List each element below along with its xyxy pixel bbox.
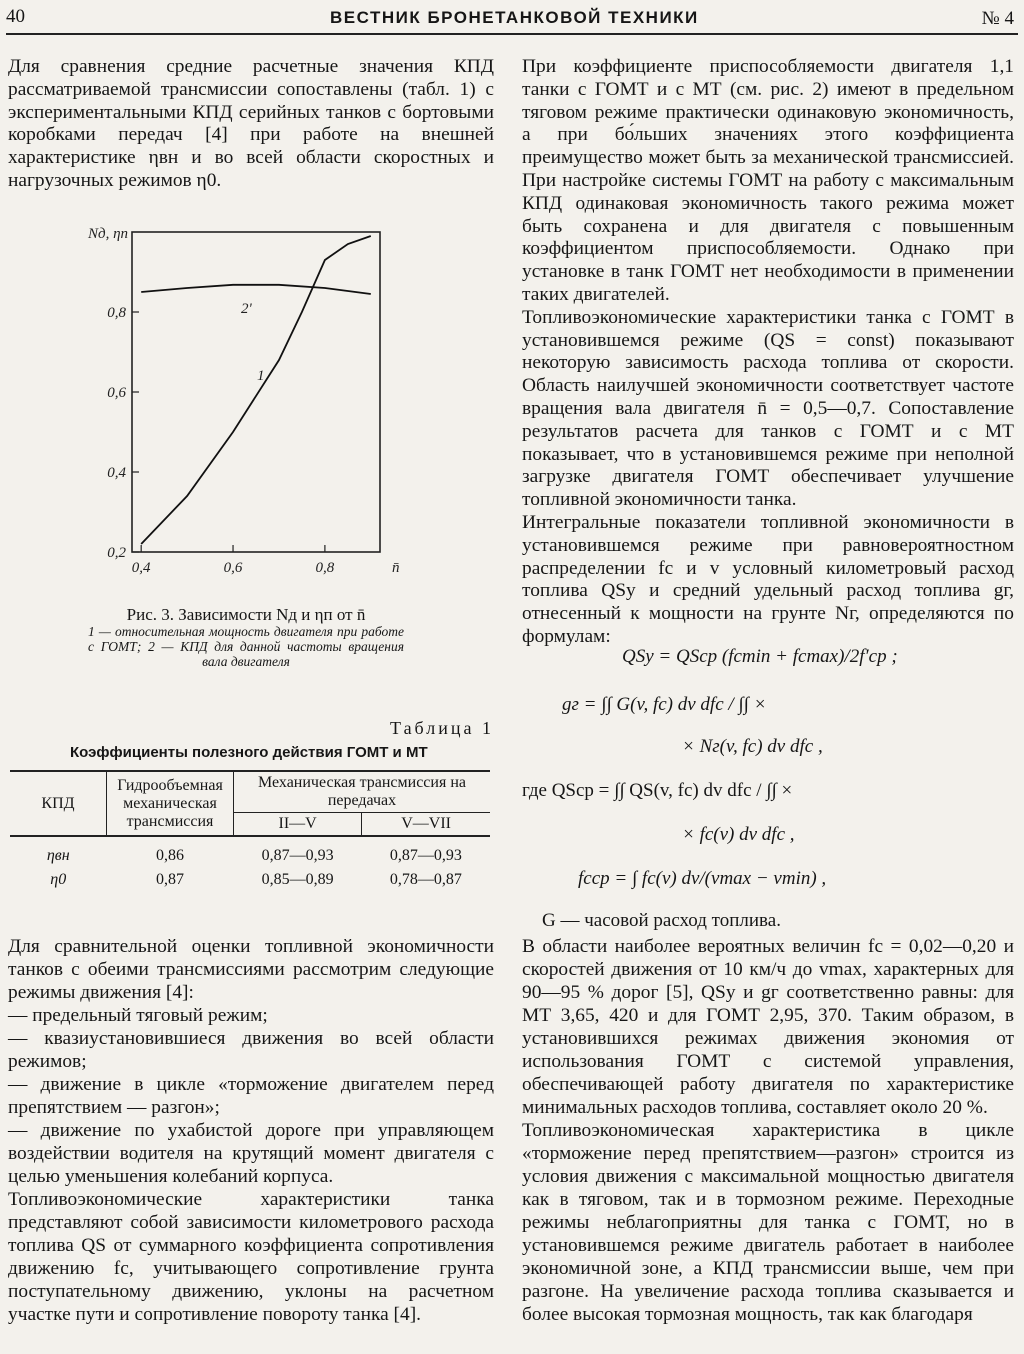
formula-g-definition: G — часовой расход топлива. xyxy=(542,910,781,931)
x-tick-label: 0,4 xyxy=(131,560,151,576)
table-cell: 0,87 xyxy=(156,871,184,888)
table-cell: 0,87—0,93 xyxy=(389,847,462,864)
series-label: 2' xyxy=(241,300,252,317)
formula-gg-cont: × Nг(v, fc) dv dfc , xyxy=(682,736,823,757)
left-column-top xyxy=(8,56,494,193)
list-item: — движение по ухабистой дороге при управляющем воздействии водителя на крутящий момент двигателя с целью уменьшения колебаний корпуса. xyxy=(8,1120,494,1187)
formula-fccp: fccp = ∫ fc(v) dv/(vmax − vmin) , xyxy=(578,868,827,889)
table-1 xyxy=(10,770,490,892)
series-line-2 xyxy=(141,285,371,294)
x-tick-label: 0,8 xyxy=(315,560,335,576)
running-header xyxy=(0,0,1024,34)
formula-qscp-cont: × fc(v) dv dfc , xyxy=(682,824,795,845)
series-label: 1 xyxy=(256,368,265,384)
table-header-gomt: Гидрообъемная механическая трансмиссия xyxy=(107,771,234,836)
table-cell: ηвн xyxy=(46,847,70,864)
list-item: — движение в цикле «торможение двигателем перед препятствием — разгон»; xyxy=(8,1074,494,1118)
table-header-mt-2-5: II—V xyxy=(234,813,362,837)
plot-frame xyxy=(132,232,380,552)
paragraph-modes-intro: Для сравнительной оценки топливной экономичности танков с обеими трансмиссиями рассмотрим следующие режимы движения [4]: xyxy=(8,936,494,1003)
left-column-bottom xyxy=(8,935,494,1326)
figure-3-chart xyxy=(70,196,430,586)
header-rule xyxy=(6,33,1018,35)
journal-title: ВЕСТНИК БРОНЕТАНКОВОЙ ТЕХНИКИ xyxy=(330,8,699,27)
figure-caption: Рис. 3. Зависимости Nд и ηп от n̄ xyxy=(126,605,366,624)
y-tick-label: 0,8 xyxy=(107,305,126,321)
paragraph-fuel-characteristics: Топливоэкономические характеристики танка представляют собой зависимости километрового расхода топлива QS от суммарного коэффициента сопротивления движению fc, учитывающего сопротивление грунта поступательному движению, уклоны на расчетном участке пути и сопротивление повороту танка [4]. xyxy=(8,1189,494,1325)
table-cell: 0,78—0,87 xyxy=(389,871,462,888)
page-number: 40 xyxy=(6,6,25,27)
y-axis-label: Nд, ηп xyxy=(88,226,129,242)
formula-qscp: где QScp = ∫∫ QS(v, fc) dv dfc / ∫∫ × xyxy=(522,780,793,801)
formula-qsy: QSy = QScp (fcmin + fcmax)/2f′cp ; xyxy=(622,646,898,667)
table-cell: 0,86 xyxy=(156,847,184,864)
paragraph-comparison: Для сравнения средние расчетные значения КПД рассматриваемой трансмиссии сопоставлены (табл. 1) с экспериментальными КПД серийных танков с бортовыми коробками передач [4] при работе на внешней характеристике ηвн и во всей области скоростных и нагрузочных режимов η0. xyxy=(8,56,494,191)
formula-gg: gг = ∫∫ G(v, fc) dv dfc / ∫∫ × xyxy=(562,694,767,715)
x-axis-label: n̄ xyxy=(392,560,400,576)
paragraph-steady-state: Топливоэкономические характеристики танка с ГОМТ в установившемся режиме (QS = const) показывают некоторую зависимость расхода топлива от скорости. Область наилучшей экономичности соответствует частоте вращения вала двигателя n̄ = 0,5—0,7. Сопоставление результатов расчета для танков с ГОМТ и с МТ показывает, что в установившемся режиме при неполной загрузке двигателя ГОМТ обеспечивает улучшение топливной экономичности танка. xyxy=(522,306,1014,511)
table-number: Таблица 1 xyxy=(390,718,494,738)
paragraph-probable-values: В области наиболее вероятных величин fc = 0,02—0,20 и скоростей движения от 10 км/ч до vmax, характерных для 90—95 % дорог [5], QSy и gг соответственно равны: для МТ 3,65, 420 и для ГОМТ 2,95, 370. Таким образом, в установившихся режимах движения экономия от использования ГОМТ с системой управления, обеспечивающей работу двигателя по характеристике минимальных расходов топлива, составляет около 20 %. xyxy=(522,936,1014,1118)
table-header-mt: Механическая трансмиссия на передачах xyxy=(234,771,491,813)
y-tick-label: 0,4 xyxy=(107,465,126,481)
figure-caption-block xyxy=(88,605,404,669)
table-row xyxy=(10,868,490,892)
x-tick-label: 0,6 xyxy=(223,560,243,576)
table-header-mt-5-7: V—VII xyxy=(401,815,451,832)
table-cell: η0 xyxy=(50,871,67,888)
modes-list xyxy=(8,1004,494,1188)
paragraph-integral: Интегральные показатели топливной экономичности в установившемся режиме при равновероятностном распределении fc и v условный километровый расход топлива QSy и средний удельный расход топлива gг, отнесенный к мощности на грунте Nг, определяются по формулам: xyxy=(522,511,1014,647)
table-title: Коэффициенты полезного действия ГОМТ и МТ xyxy=(70,744,428,761)
y-tick-label: 0,6 xyxy=(107,385,126,401)
table-header-kpd: КПД xyxy=(10,771,107,836)
table-cell: 0,87—0,93 xyxy=(261,847,334,864)
right-column-top xyxy=(522,56,1014,649)
issue-number: № 4 xyxy=(981,8,1014,29)
paragraph-braking-cycle: Топливоэкономическая характеристика в цикле «торможение перед препятствием—разгон» строится из условия движения с максимальной мощностью двигателя как в тяговом, так и в тормозном режиме. Переходные режимы неблагоприятны для танка с ГОМТ, но в установившемся режиме двигатель работает в наиболее экономичной зоне, а КПД трансмиссии выше, чем при разгоне. На увеличение расхода топлива сказывается и более высокая тормозная мощность, так как благодаря xyxy=(522,1120,1014,1325)
list-item: — квазиустановившиеся движения во всей области режимов; xyxy=(8,1028,494,1072)
table-row xyxy=(10,836,490,868)
series-line-1 xyxy=(141,236,371,544)
paragraph-adaptability: При коэффициенте приспособляемости двигателя 1,1 танки с ГОМТ и с МТ (см. рис. 2) имеют в предельном тяговом режиме практически одинаковую экономичность, а при бо́льших значениях этого коэффициента преимущество может быть за механической трансмиссией. При настройке системы ГОМТ на работу с максимальным КПД одинаковая экономичность такого режима может быть сохранена и для двигателя с повышенным коэффициентом приспособляемости. Однако при установке в танк ГОМТ нет необходимости в применении таких двигателей. xyxy=(522,56,1014,305)
figure-legend: 1 — относительная мощность двигателя при работе с ГОМТ; 2 — КПД для данной частоты вращения вала двигателя xyxy=(88,624,404,669)
right-column-bottom xyxy=(522,935,1014,1326)
list-item: — предельный тяговый режим; xyxy=(8,1005,268,1026)
y-tick-label: 0,2 xyxy=(107,545,126,561)
table-cell: 0,85—0,89 xyxy=(261,871,334,888)
